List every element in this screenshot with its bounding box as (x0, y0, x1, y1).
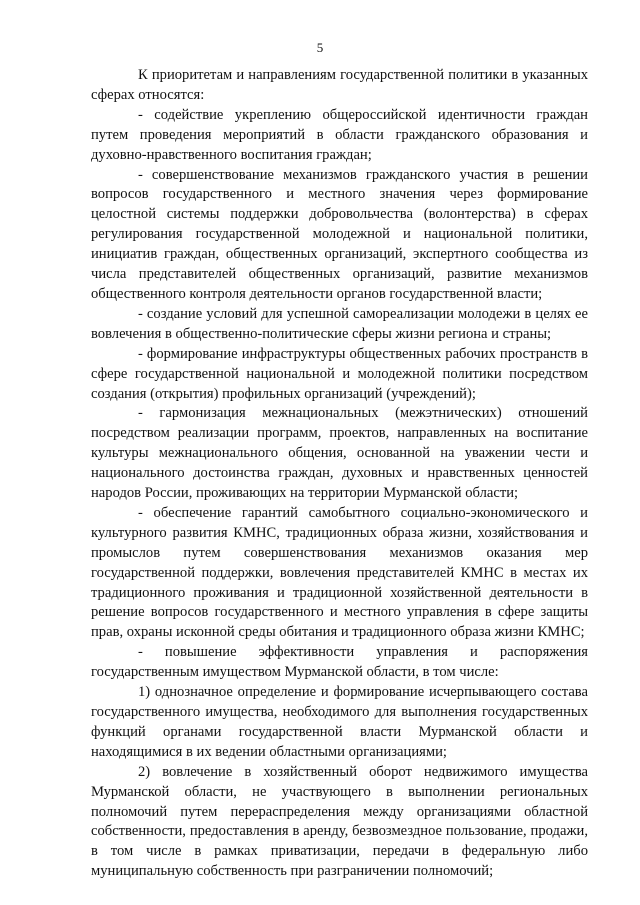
intro-paragraph: К приоритетам и направлениям государственной политики в указанных сферах относятся: (91, 67, 588, 103)
numbered-item-2: 2) вовлечение в хозяйственный оборот недвижимого имущества Мурманской области, не участвующего в выполнении региональных полномочий путем перераспределения между организациями областной собственности, предоставления в аренду, безвозмездное пользование, продажи, в том числе в рамках приватизации, передачи в федеральную либо муниципальную собственность при разграничении полномочий; (91, 763, 588, 880)
list-item-identity: - содействие укреплению общероссийской идентичности граждан путем проведения мероприятий в области гражданского образования и духовно-нравственного воспитания граждан; (91, 106, 588, 163)
page-number: 5 (316, 40, 324, 55)
numbered-item-1: 1) однозначное определение и формирование исчерпывающего состава государственного имущества, необходимого для выполнения государственных функций органами государственной власти Мурманской области и находящимися в их ведении областными организациями; (91, 684, 588, 760)
list-item-kmns-guarantees: - обеспечение гарантий самобытного социально-экономического и культурного развития КМНС, традиционных образа жизни, хозяйствования и промыслов путем совершенствования механизмов оказания мер государственной поддержки, вовлечения представителей КМНС в местах их традиционного проживания и традиционной хозяйственной деятельности в решение вопросов государственного и местного управления в сфере защиты прав, охраны исконной среды обитания и традиционного образа жизни КМНС; (91, 504, 588, 641)
list-item-youth-self-realization: - создание условий для успешной самореализации молодежи в целях ее вовлечения в общественно-политические сферы жизни региона и страны; (91, 305, 588, 342)
list-item-civic-participation: - совершенствование механизмов гражданского участия в решении вопросов государственного и местного значения через формирование целостной системы поддержки добровольчества (волонтерства) в сферах регулирования государственной молодежной и национальной политики, инициатив граждан, общественных организаций, экспертного сообщества из числа представителей общественных организаций, развитие механизмов общественного контроля деятельности органов государственной власти; (91, 166, 588, 302)
list-item-property-management: - повышение эффективности управления и распоряжения государственным имуществом Мурманской области, в том числе: (91, 644, 588, 681)
document-body (91, 66, 588, 882)
list-item-infrastructure: - формирование инфраструктуры общественных рабочих пространств в сфере государственной национальной и молодежной политики посредством создания (открытия) профильных организаций (учреждений); (91, 345, 588, 402)
list-item-interethnic-harmony: - гармонизация межнациональных (межэтнических) отношений посредством реализации программ, проектов, направленных на воспитание культуры межнационального общения, основанной на уважении чести и национального достоинства граждан, духовных и нравственных ценностей народов России, проживающих на территории Мурманской области; (91, 405, 588, 502)
